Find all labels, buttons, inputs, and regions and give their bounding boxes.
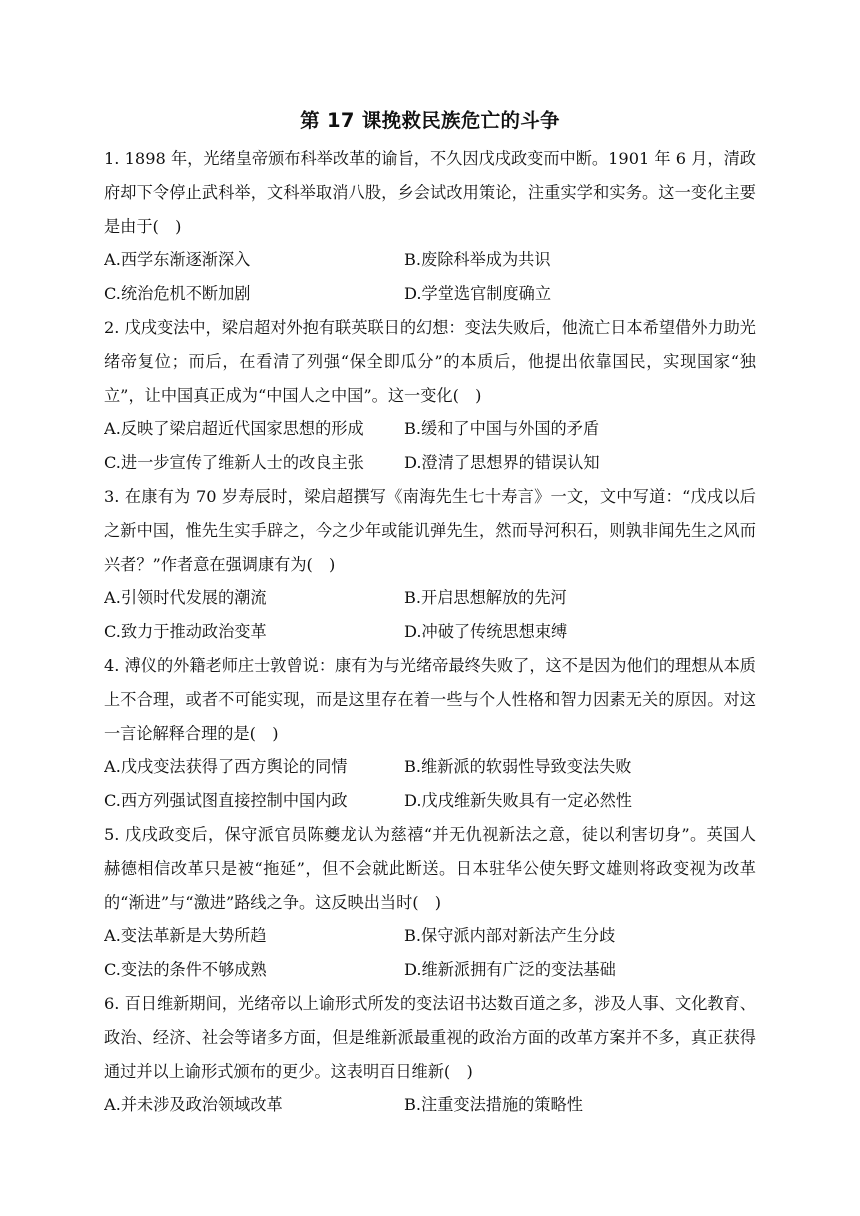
option-d: D.戊戌维新失败具有一定必然性 — [404, 791, 632, 811]
question-6 — [104, 987, 756, 1122]
option-a: A.反映了梁启超近代国家思想的形成 — [104, 419, 364, 439]
option-list — [104, 1088, 756, 1122]
option-a: A.戊戌变法获得了西方舆论的同情 — [104, 757, 348, 777]
option-b: B.开启思想解放的先河 — [404, 588, 567, 608]
question-stem: 3. 在康有为 70 岁寿辰时，梁启超撰写《南海先生七十寿言》一文，文中写道：“戊戌以后之新中国，惟先生实手辟之，今之少年或能讥弹先生，然而导河积石，则孰非闻先生之风而兴者？”作者意在强调康有为( ) — [104, 486, 756, 574]
option-a: A.并未涉及政治领域改革 — [104, 1095, 283, 1115]
option-c: C.进一步宣传了维新人士的改良主张 — [104, 453, 364, 473]
option-b: B.注重变法措施的策略性 — [404, 1095, 583, 1115]
question-5 — [104, 818, 756, 987]
question-1 — [104, 142, 756, 311]
option-c: C.统治危机不断加剧 — [104, 284, 251, 304]
option-c: C.变法的条件不够成熟 — [104, 960, 267, 980]
option-b: B.缓和了中国与外国的矛盾 — [404, 419, 600, 439]
option-list — [104, 750, 756, 818]
option-list — [104, 919, 756, 987]
question-2 — [104, 311, 756, 480]
option-d: D.维新派拥有广泛的变法基础 — [404, 960, 616, 980]
option-d: D.学堂选官制度确立 — [404, 284, 552, 304]
option-a: A.引领时代发展的潮流 — [104, 588, 267, 608]
option-c: C.致力于推动政治变革 — [104, 622, 267, 642]
option-b: B.维新派的软弱性导致变法失败 — [404, 757, 632, 777]
question-stem: 2. 戊戌变法中，梁启超对外抱有联英联日的幻想：变法失败后，他流亡日本希望借外力助光绪帝复位；而后，在看清了列强“保全即瓜分”的本质后，他提出依靠国民，实现国家“独立”，让中国真正成为“中国人之中国”。这一变化( ) — [104, 317, 756, 405]
option-list — [104, 243, 756, 311]
question-4 — [104, 649, 756, 818]
option-list — [104, 412, 756, 480]
question-stem: 6. 百日维新期间，光绪帝以上谕形式所发的变法诏书达数百道之多，涉及人事、文化教育、政治、经济、社会等诸多方面，但是维新派最重视的政治方面的改革方案并不多，真正获得通过并以上谕形式颁布的更少。这表明百日维新( ) — [104, 993, 756, 1081]
option-a: A.西学东渐逐渐深入 — [104, 250, 251, 270]
option-d: D.冲破了传统思想束缚 — [404, 622, 568, 642]
option-a: A.变法革新是大势所趋 — [104, 926, 267, 946]
question-3 — [104, 480, 756, 649]
option-list — [104, 581, 756, 649]
page-title: 第 17 课挽救民族危亡的斗争 — [300, 109, 560, 132]
question-stem: 4. 溥仪的外籍老师庄士敦曾说：康有为与光绪帝最终失败了，这不是因为他们的理想从本质上不合理，或者不可能实现，而是这里存在着一些与个人性格和智力因素无关的原因。对这一言论解释合理的是( ) — [104, 655, 756, 743]
option-c: C.西方列强试图直接控制中国内政 — [104, 791, 348, 811]
question-stem: 5. 戊戌政变后，保守派官员陈夔龙认为慈禧“并无仇视新法之意，徒以利害切身”。英国人赫德相信改革只是被“拖延”，但不会就此断送。日本驻华公使矢野文雄则将政变视为改革的“渐进”与“激进”路线之争。这反映出当时( ) — [104, 824, 756, 912]
option-b: B.废除科举成为共识 — [404, 250, 551, 270]
option-d: D.澄清了思想界的错误认知 — [404, 453, 600, 473]
question-stem: 1. 1898 年，光绪皇帝颁布科举改革的谕旨，不久因戊戌政变而中断。1901 年 6 月，清政府却下令停止武科举，文科举取消八股，乡会试改用策论，注重实学和实务。这一变化主要是由于( ) — [104, 149, 756, 236]
option-b: B.保守派内部对新法产生分歧 — [404, 926, 616, 946]
document-page — [104, 106, 756, 1122]
